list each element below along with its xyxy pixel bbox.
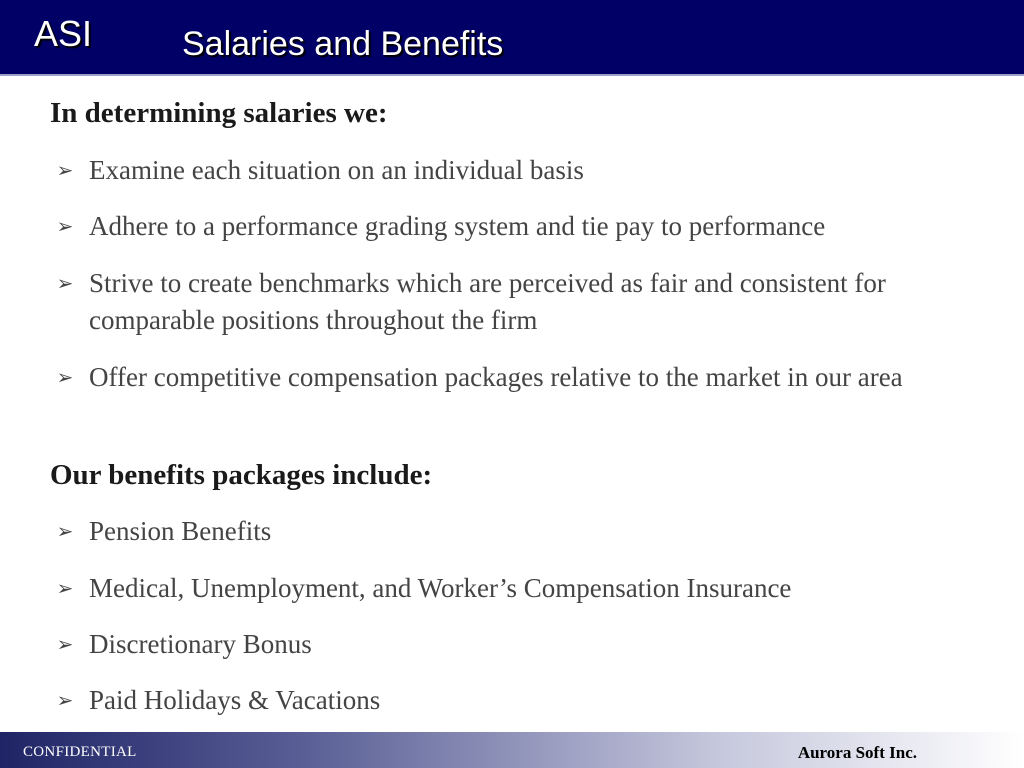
arrow-bullet-icon: ➢ bbox=[56, 519, 74, 543]
bullet-text: Discretionary Bonus bbox=[89, 629, 312, 659]
bullet-text: Medical, Unemployment, and Worker’s Compensation Insurance bbox=[89, 573, 792, 603]
salary-bullet bbox=[50, 208, 980, 245]
asi-logo: ASI bbox=[34, 13, 93, 54]
confidential-label: CONFIDENTIAL bbox=[23, 744, 137, 760]
slide-footer bbox=[0, 732, 1024, 768]
bullet-text: Adhere to a performance grading system and tie pay to performance bbox=[89, 211, 826, 241]
bullet-text: Offer competitive compensation packages relative to the market in our area bbox=[89, 362, 903, 392]
salary-bullet bbox=[50, 265, 980, 339]
arrow-bullet-icon: ➢ bbox=[56, 576, 74, 600]
benefit-bullet bbox=[50, 682, 980, 719]
benefit-bullet bbox=[50, 513, 980, 550]
benefit-bullet bbox=[50, 570, 980, 607]
slide-title: Salaries and Benefits bbox=[182, 25, 504, 63]
salary-bullet bbox=[50, 152, 980, 189]
company-name: Aurora Soft Inc. bbox=[797, 743, 917, 762]
bullet-text: Strive to create benchmarks which are perceived as fair and consistent for comparable positions throughout the firm bbox=[89, 268, 886, 335]
salaries-heading: In determining salaries we: bbox=[50, 97, 388, 129]
arrow-bullet-icon: ➢ bbox=[56, 688, 74, 712]
arrow-bullet-icon: ➢ bbox=[56, 365, 74, 389]
benefits-heading: Our benefits packages include: bbox=[50, 459, 433, 491]
arrow-bullet-icon: ➢ bbox=[56, 214, 74, 238]
salary-bullet bbox=[50, 359, 980, 396]
bullet-text: Examine each situation on an individual basis bbox=[89, 155, 584, 185]
bullet-text: Paid Holidays & Vacations bbox=[89, 685, 381, 715]
arrow-bullet-icon: ➢ bbox=[56, 632, 74, 656]
arrow-bullet-icon: ➢ bbox=[56, 158, 74, 182]
arrow-bullet-icon: ➢ bbox=[56, 271, 74, 295]
bullet-text: Pension Benefits bbox=[89, 516, 272, 546]
benefit-bullet bbox=[50, 626, 980, 663]
